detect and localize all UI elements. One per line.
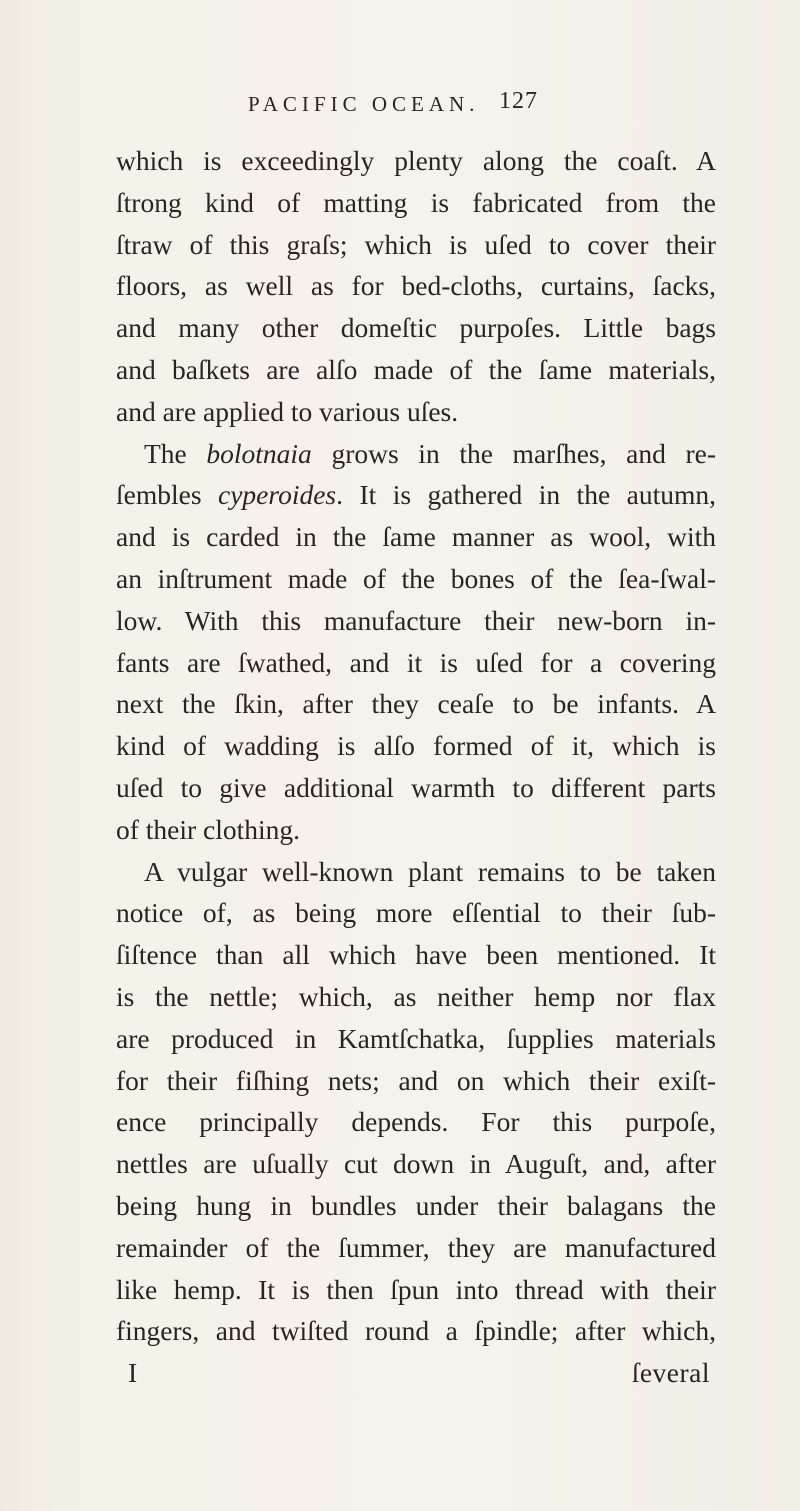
text-line: remainder of the ſummer, they are manufactured <box>116 1231 716 1263</box>
text-run: The <box>144 437 207 469</box>
text-line: ſtrong kind of matting is fabricated from the <box>116 186 716 218</box>
page-footer <box>116 1352 716 1394</box>
text-line: and baſkets are alſo made of the ſame materials, <box>116 353 716 385</box>
text-line: and is carded in the ſame manner as wool, with <box>116 521 716 553</box>
text-line: and many other domeſtic purpoſes. Little bags <box>116 312 716 344</box>
text-line <box>116 433 716 475</box>
text-line: is the nettle; which, as neither hemp nor flax <box>116 980 716 1012</box>
text-run: . It is gathered in the autumn, <box>336 479 716 511</box>
text-line: and are applied to various uſes. <box>116 395 459 427</box>
catchword: ſeveral <box>631 1357 710 1389</box>
text-line: being hung in bundles under their balagans the <box>116 1189 716 1221</box>
text-line: ſiſtence than all which have been mentioned. It <box>116 939 716 971</box>
text-line: which is exceedingly plenty along the coaſt. A <box>116 145 716 176</box>
text-line: notice of, as being more eſſential to their ſub- <box>116 897 716 929</box>
text-line: ence principally depends. For this purpoſe, <box>116 1106 716 1138</box>
page-number: 127 <box>499 88 538 114</box>
text-line: A vulgar well-known plant remains to be taken <box>144 855 716 887</box>
text-line <box>116 474 716 516</box>
page-header <box>248 88 538 128</box>
text-line: like hemp. It is then ſpun into thread with their <box>116 1273 716 1305</box>
text-line: nettles are uſually cut down in Auguſt, and, after <box>116 1148 716 1180</box>
text-line: are produced in Kamtſchatka, ſupplies materials <box>116 1022 716 1054</box>
text-line: an inſtrument made of the bones of the ſea-ſwal- <box>116 562 716 594</box>
signature-mark: I <box>128 1357 138 1389</box>
text-run: grows in the marſhes, and re- <box>311 437 716 469</box>
text-line: kind of wadding is alſo formed of it, which is <box>116 730 716 762</box>
text-line: ſtraw of this graſs; which is uſed to cover their <box>116 228 716 260</box>
text-line: floors, as well as for bed-cloths, curtains, ſacks, <box>116 270 716 302</box>
text-line: next the ſkin, after they ceaſe to be infants. A <box>116 688 716 720</box>
italic-term-bolotnaia: bolotnaia <box>206 437 312 469</box>
body-text <box>116 140 716 1394</box>
text-line: uſed to give additional warmth to different parts <box>116 771 716 803</box>
text-line: fingers, and twiſted round a ſpindle; after which, <box>116 1315 716 1347</box>
text-line: of their clothing. <box>116 813 301 845</box>
text-line: for their fiſhing nets; and on which their exiſt- <box>116 1064 716 1096</box>
text-run: ſembles <box>116 479 219 511</box>
text-line: fants are ſwathed, and it is uſed for a covering <box>116 646 716 678</box>
text-line: low. With this manufacture their new-born in- <box>116 604 716 636</box>
running-head: PACIFIC OCEAN. <box>248 92 480 116</box>
italic-term-cyperoides: cyperoides <box>218 479 337 511</box>
